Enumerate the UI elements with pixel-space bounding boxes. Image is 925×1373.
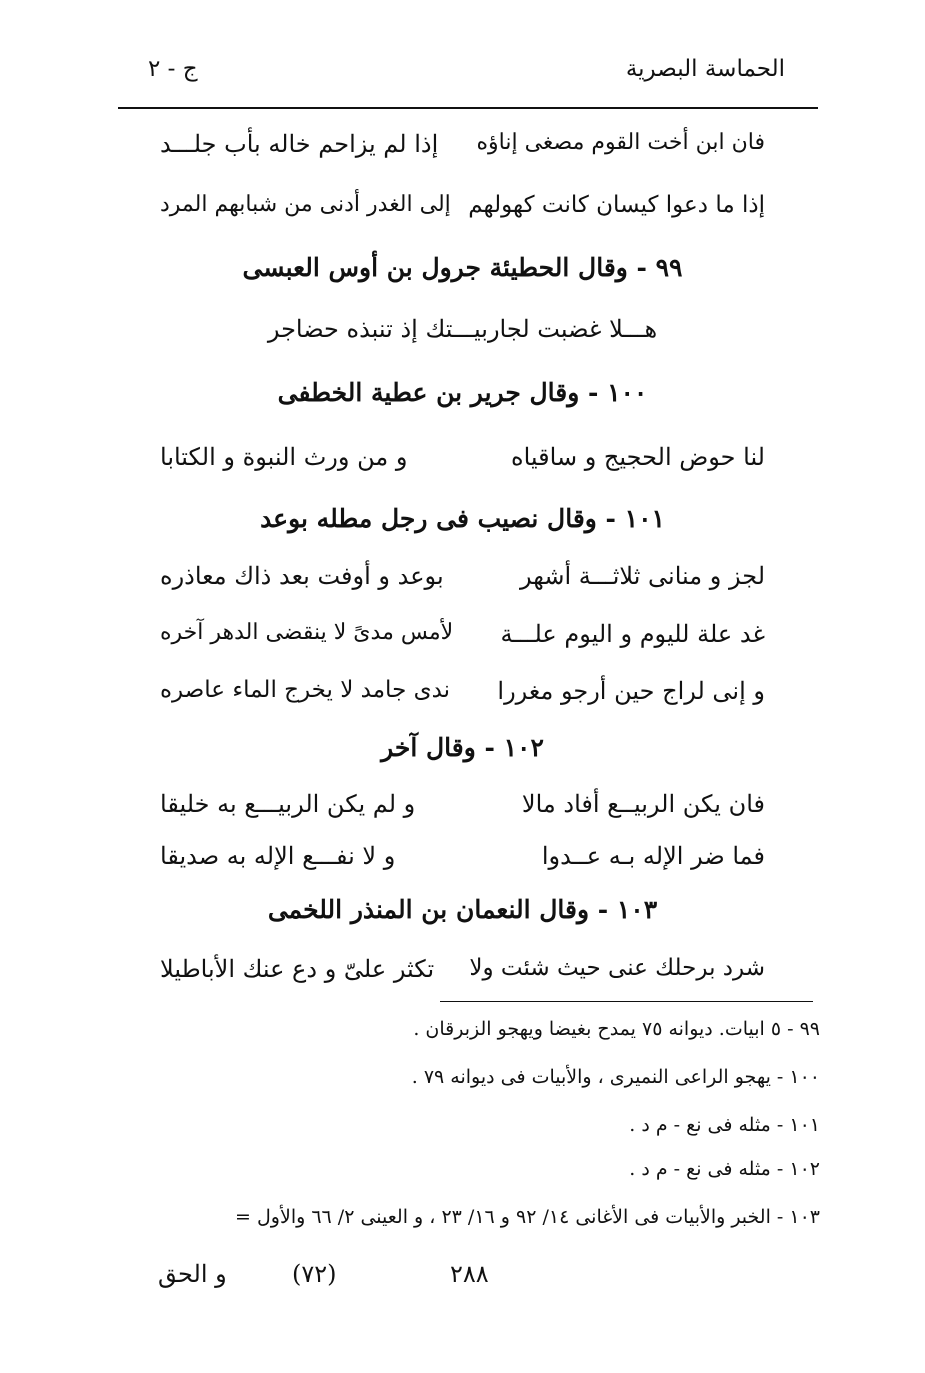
- poem-heading: ١٠١ - وقال نصيب فى رجل مطله بوعد: [260, 504, 665, 533]
- header-rule: [118, 107, 818, 109]
- footer-page-number: ٢٨٨: [450, 1260, 489, 1288]
- verse-hemistich-right: لجز و منانى ثلاثـــة أشهر: [520, 562, 765, 590]
- verse-hemistich-left: إذا لم يزاحم خاله بأب جلـــد: [160, 130, 439, 158]
- footnote: ١٠٠ - يهجو الراعى النميرى ، والأبيات فى ديوانه ٧٩ .: [411, 1066, 820, 1088]
- poem-heading: ١٠٢ - وقال آخر: [381, 733, 544, 762]
- footnote: ١٠١ - مثله فى نع - م د .: [629, 1114, 820, 1136]
- verse-hemistich-left: ندى جامد لا يخرج الماء عاصره: [160, 677, 451, 703]
- footnote: ١٠٢ - مثله فى نع - م د .: [629, 1158, 820, 1180]
- verse-hemistich-right: فما ضر الإله بـه عــدوا: [541, 842, 765, 870]
- poem-heading: ٩٩ - وقال الحطيئة جرول بن أوس العبسى: [242, 253, 683, 282]
- verse-hemistich-right: لنا حوض الحجيج و ساقياه: [511, 443, 765, 471]
- verse-hemistich-left: و لم يكن الربيـــع به خليقا: [160, 790, 416, 818]
- verse-hemistich-right: و إنى لراج حين أرجو مغررا: [497, 677, 765, 705]
- verse-hemistich-left: لأمس مدىً لا ينقضى الدهر آخره: [160, 620, 454, 645]
- running-head-title: الحماسة البصرية: [625, 56, 785, 82]
- verse-hemistich-right: فان ابن أخت القوم مصغى إناؤه: [476, 130, 765, 155]
- footer-signature: (٧٢): [292, 1260, 337, 1288]
- verse-hemistich-left: و لا نفـــع الإله به صديقا: [160, 842, 396, 870]
- verse-line: هـــلا غضبت لجاربيـــتك إذ تنبذه حضاجر: [267, 315, 658, 343]
- verse-hemistich-left: إلى الغدر أدنى من شبابهم المرد: [160, 192, 451, 217]
- verse-hemistich-right: شرد برحلك عنى حيث شئت ولا: [469, 955, 765, 981]
- verse-hemistich-right: إذا ما دعوا كيسان كانت كهولهم: [468, 192, 765, 218]
- running-head-volume: ج - ٢: [148, 56, 198, 82]
- verse-hemistich-left: و من ورث النبوة و الكتابا: [160, 443, 408, 471]
- footer-catchword: و الحق: [158, 1260, 227, 1288]
- verse-hemistich-left: تكثر علىّ و دع عنك الأباطيلا: [160, 955, 435, 983]
- footnote-rule: [440, 1001, 813, 1002]
- verse-hemistich-left: بوعد و أوفت بعد ذاك معاذره: [160, 562, 444, 590]
- footnote: ٩٩ - ٥ ابيات. ديوانه ٧٥ يمدح بغيضا ويهجو الزبرقان .: [413, 1018, 820, 1040]
- verse-hemistich-right: غد علة لليوم و اليوم علـــة: [500, 620, 765, 648]
- poem-heading: ١٠٣ - وقال النعمان بن المنذر اللخمى: [267, 895, 658, 924]
- poem-heading: ١٠٠ - وقال جرير بن عطية الخطفى: [277, 378, 648, 407]
- footnote: ١٠٣ - الخبر والأبيات فى الأغانى ١٤/ ٩٢ و ١٦/ ٢٣ ، و العينى ٢/ ٦٦ والأول =: [235, 1206, 820, 1228]
- verse-hemistich-right: فان يكن الربيــع أفاد مالا: [521, 790, 765, 818]
